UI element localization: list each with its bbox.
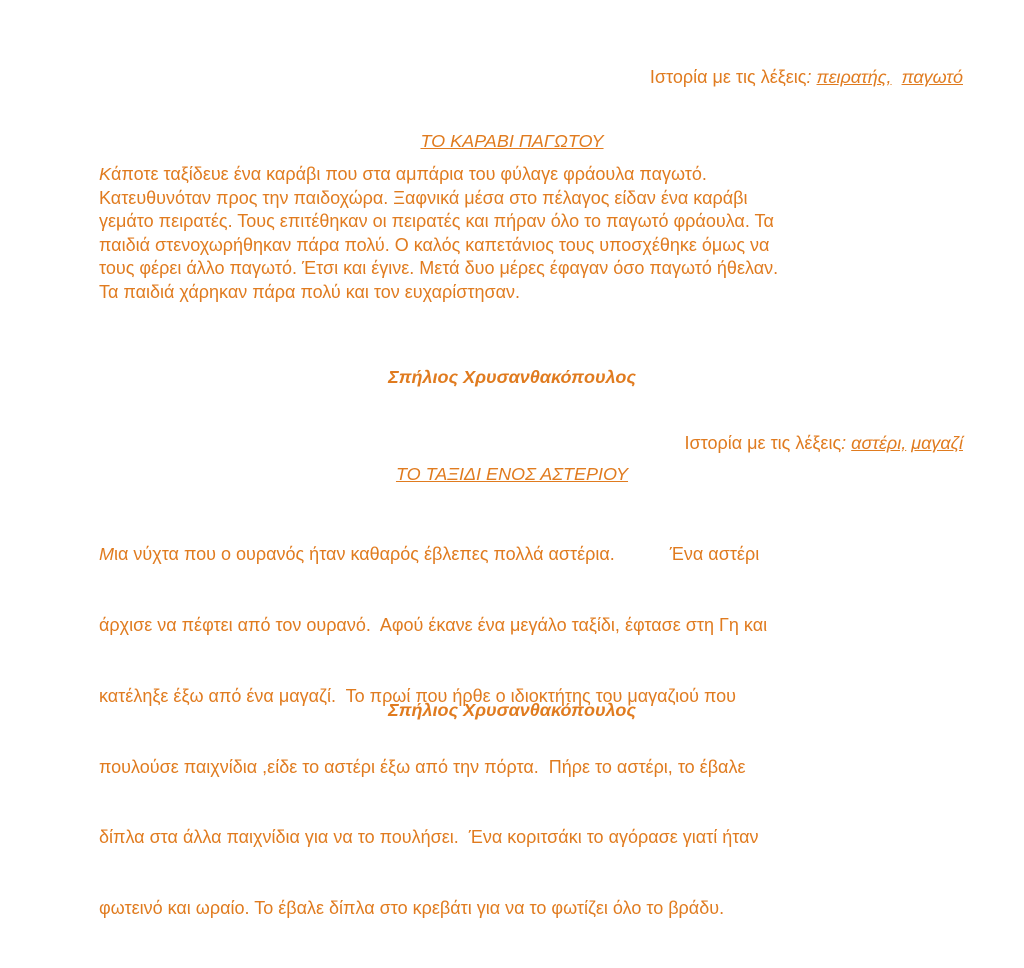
story1-line-5: τους φέρει άλλο παγωτό. Έτσι και έγινε. Μετά δυο μέρες έφαγαν όσο παγωτό ήθελαν. (99, 258, 779, 279)
story1-first-letter: Κ (99, 164, 112, 184)
story1-line-2: Κατευθυνόταν προς την παιδοχώρα. Ξαφνικά μέσα στο πέλαγος είδαν ένα καράβι (99, 187, 748, 208)
story2-first-letter: Μ (99, 544, 114, 565)
story1-line-1: Κάποτε ταξίδευε ένα καράβι που στα αμπάρια του φύλαγε φράουλα παγωτό. (99, 164, 707, 184)
story2-line-1: Μια νύχτα που ο ουρανός ήταν καθαρός έβλεπες πολλά αστέρια. Ένα αστέρι (99, 544, 760, 565)
story1-body (99, 163, 969, 305)
story2-title: ΤΟ ΤΑΞΙΔΙ ΕΝΟΣ ΑΣΤΕΡΙΟΥ (395, 464, 629, 484)
story2-line-4: πουλούσε παιχνίδια ,είδε το αστέρι έξω από την πόρτα. Πήρε το αστέρι, το έβαλε (99, 756, 746, 777)
story1-keywords-colon: : (806, 67, 812, 87)
story2-keywords-colon: : (841, 433, 847, 453)
story2-line-3: κατέληξε έξω από ένα μαγαζί. Το πρωί που ήρθε ο ιδιοκτήτης του μαγαζιού που (99, 685, 737, 706)
story1-keyword-pirate: πειρατής, (816, 67, 892, 87)
story2-author: Σπήλιος Χρυσανθακόπουλος (388, 700, 636, 720)
story2-keywords (685, 432, 963, 454)
story2-line-2: άρχισε να πέφτει από τον ουρανό. Αφού έκανε ένα μεγάλο ταξίδι, έφτασε στη Γη και (99, 614, 768, 635)
story1-title: ΤΟ ΚΑΡΑΒΙ ΠΑΓΩΤΟΥ (420, 131, 604, 151)
story2-keywords-prefix: Ιστορία με τις λέξεις (684, 433, 842, 453)
story1-line-6: Τα παιδιά χάρηκαν πάρα πολύ και τον ευχαρίστησαν. (99, 281, 520, 302)
story1-line-3: γεμάτο πειρατές. Τους επιτέθηκαν οι πειρατές και πήραν όλο το παγωτό φράουλα. Τα (99, 211, 774, 232)
story1-keywords (650, 66, 963, 88)
story2-body (99, 496, 969, 968)
story2-keyword-star: αστέρι, (851, 433, 907, 453)
story1-keyword-icecream: παγωτό (901, 67, 963, 87)
story2-keyword-shop: μαγαζί (911, 433, 963, 453)
story2-line-6: φωτεινό και ωραίο. Το έβαλε δίπλα στο κρεβάτι για να το φωτίζει όλο το βράδυ. (99, 898, 725, 919)
story1-author: Σπήλιος Χρυσανθακόπουλος (388, 367, 636, 387)
story1-keywords-prefix: Ιστορία με τις λέξεις (649, 67, 807, 87)
story1-line-4: παιδιά στενοχωρήθηκαν πάρα πολύ. Ο καλός καπετάνιος τους υποσχέθηκε όμως να (99, 234, 770, 255)
story2-line-5: δίπλα στα άλλα παιχνίδια για να το πουλήσει. Ένα κοριτσάκι το αγόρασε γιατί ήταν (99, 827, 759, 848)
